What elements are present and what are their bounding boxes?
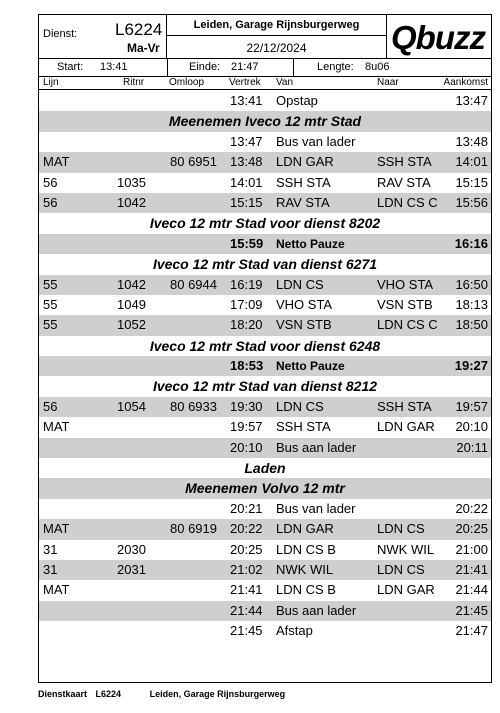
divider xyxy=(167,35,386,36)
pause-row xyxy=(39,356,491,376)
col-aankomst: Aankomst xyxy=(443,77,488,88)
col-ritnr: Ritnr xyxy=(123,77,145,88)
vertrek-cell: 15:15 xyxy=(230,194,263,210)
duty-card xyxy=(38,14,492,683)
van-cell: Bus van lader xyxy=(276,133,356,149)
aankomst-cell: 19:57 xyxy=(455,398,488,414)
lijn-cell: MAT xyxy=(43,582,70,598)
start-label: Start: xyxy=(57,61,84,73)
aankomst-cell: 18:13 xyxy=(455,296,488,312)
einde-label: Einde: xyxy=(189,61,221,73)
vertrek-cell: 20:25 xyxy=(230,541,263,557)
vertrek-cell: 16:19 xyxy=(230,276,263,292)
divider xyxy=(293,59,294,76)
aankomst-cell: 21:44 xyxy=(455,582,488,598)
naar-cell: LDN GAR xyxy=(377,419,435,435)
aankomst-cell: 21:00 xyxy=(455,541,488,557)
van-cell: LDN GAR xyxy=(276,521,334,537)
section-title: Laden xyxy=(244,460,286,477)
ritnr-cell: 1054 xyxy=(117,398,146,414)
section-title: Meenemen Volvo 12 mtr xyxy=(185,480,345,497)
van-cell: SSH STA xyxy=(276,419,331,435)
duty-date: 22/12/2024 xyxy=(246,41,307,55)
lengte-label: Lengte: xyxy=(317,61,354,73)
naar-cell: RAV STA xyxy=(377,174,431,190)
van-cell: LDN GAR xyxy=(276,154,334,170)
trip-row xyxy=(39,152,491,172)
col-van: Van xyxy=(276,77,294,88)
naar-cell: LDN CS C xyxy=(377,317,438,333)
vertrek-cell: 18:20 xyxy=(230,317,263,333)
van-cell: LDN CS xyxy=(276,398,324,414)
vertrek-cell: 17:09 xyxy=(230,296,263,312)
vertrek-cell: 18:53 xyxy=(230,358,264,374)
qbuzz-logo: Qbuzz xyxy=(391,19,485,56)
van-cell: NWK WIL xyxy=(276,561,334,577)
vertrek-cell: 19:57 xyxy=(230,419,263,435)
trip-row xyxy=(39,519,491,539)
omloop-cell: 80 6951 xyxy=(170,154,217,170)
vertrek-cell: 14:01 xyxy=(230,174,263,190)
ritnr-cell: 1042 xyxy=(117,276,146,292)
col-lijn: Lijn xyxy=(43,77,59,88)
trip-row xyxy=(39,91,491,111)
vertrek-cell: 13:47 xyxy=(230,133,263,149)
location-date-cell xyxy=(167,15,387,58)
garage-location: Leiden, Garage Rijnsburgerweg xyxy=(193,19,360,31)
trip-row xyxy=(39,295,491,315)
trip-row xyxy=(39,173,491,193)
vertrek-cell: 15:59 xyxy=(230,235,264,251)
pause-row xyxy=(39,234,491,254)
naar-cell: LDN CS xyxy=(377,561,425,577)
aankomst-cell: 20:10 xyxy=(455,419,488,435)
schedule-rows xyxy=(39,91,491,642)
van-cell: VSN STB xyxy=(276,317,332,333)
dienst-label: Dienst: xyxy=(43,28,78,40)
trip-row xyxy=(39,193,491,213)
van-cell: LDN CS xyxy=(276,276,324,292)
dienst-number: L6224 xyxy=(115,20,163,39)
vertrek-cell: 20:10 xyxy=(230,439,263,455)
col-vertrek: Vertrek xyxy=(229,77,261,88)
vertrek-cell: 13:41 xyxy=(230,93,263,108)
lijn-cell: 31 xyxy=(43,561,58,577)
aankomst-cell: 13:47 xyxy=(455,93,488,108)
lijn-cell: MAT xyxy=(43,154,70,170)
lijn-cell: 56 xyxy=(43,174,58,190)
start-time: 13:41 xyxy=(100,61,128,73)
lijn-cell: 56 xyxy=(43,194,58,210)
aankomst-cell: 16:16 xyxy=(454,235,488,251)
logo-cell xyxy=(387,15,493,58)
trip-row xyxy=(39,499,491,519)
aankomst-cell: 18:50 xyxy=(455,317,488,333)
lengte-value: 8u06 xyxy=(365,61,390,73)
aankomst-cell: 15:56 xyxy=(455,194,488,210)
ritnr-cell: 1035 xyxy=(117,174,146,190)
lijn-cell: 31 xyxy=(43,541,58,557)
trip-row xyxy=(39,417,491,437)
section-title: Iveco 12 mtr Stad voor dienst 8202 xyxy=(149,215,381,232)
card-footer xyxy=(38,689,291,699)
pause-label: Netto Pauze xyxy=(276,236,345,251)
section-title: Iveco 12 mtr Stad van dienst 8212 xyxy=(152,378,378,395)
section-title-row xyxy=(39,336,491,356)
lijn-cell: 55 xyxy=(43,296,58,312)
van-cell: Bus van lader xyxy=(276,500,356,516)
omloop-cell: 80 6919 xyxy=(170,521,217,537)
omloop-cell: 80 6944 xyxy=(170,276,217,292)
duty-times-bar xyxy=(39,59,491,77)
naar-cell: VSN STB xyxy=(377,296,433,312)
trip-row xyxy=(39,621,491,641)
section-title-row xyxy=(39,376,491,396)
trip-row xyxy=(39,560,491,580)
aankomst-cell: 20:22 xyxy=(455,500,488,516)
lijn-cell: 56 xyxy=(43,398,58,414)
omloop-cell: 80 6933 xyxy=(170,398,217,414)
aankomst-cell: 21:45 xyxy=(455,602,488,618)
naar-cell: SSH STA xyxy=(377,154,432,170)
van-cell: LDN CS B xyxy=(276,582,336,598)
trip-row xyxy=(39,580,491,600)
van-cell: Opstap xyxy=(276,93,318,108)
duty-id-cell xyxy=(39,15,167,58)
footer-location: Leiden, Garage Rijnsburgerweg xyxy=(149,689,286,699)
einde-time: 21:47 xyxy=(231,61,259,73)
van-cell: VHO STA xyxy=(276,296,333,312)
vertrek-cell: 13:48 xyxy=(230,154,263,170)
section-title-row xyxy=(39,254,491,274)
lijn-cell: 55 xyxy=(43,317,58,333)
section-title-row xyxy=(39,213,491,233)
aankomst-cell: 16:50 xyxy=(455,276,488,292)
aankomst-cell: 13:48 xyxy=(455,133,488,149)
vertrek-cell: 21:41 xyxy=(230,582,263,598)
vertrek-cell: 20:22 xyxy=(230,521,263,537)
ritnr-cell: 1049 xyxy=(117,296,146,312)
aankomst-cell: 20:11 xyxy=(456,439,488,455)
section-title-row xyxy=(39,478,491,498)
vertrek-cell: 21:45 xyxy=(230,623,263,639)
van-cell: Afstap xyxy=(276,623,313,639)
van-cell: SSH STA xyxy=(276,174,331,190)
footer-dienst-number: L6224 xyxy=(95,689,122,699)
ritnr-cell: 2031 xyxy=(117,561,146,577)
vertrek-cell: 20:21 xyxy=(230,500,263,516)
section-title-row xyxy=(39,111,491,131)
naar-cell: LDN GAR xyxy=(377,582,435,598)
column-header-row xyxy=(39,77,491,90)
lijn-cell: 55 xyxy=(43,276,58,292)
col-naar: Naar xyxy=(377,77,399,88)
pause-label: Netto Pauze xyxy=(276,359,345,374)
van-cell: RAV STA xyxy=(276,194,330,210)
naar-cell: SSH STA xyxy=(377,398,432,414)
section-title: Meenemen Iveco 12 mtr Stad xyxy=(168,113,362,130)
trip-row xyxy=(39,275,491,295)
naar-cell: VHO STA xyxy=(377,276,434,292)
naar-cell: NWK WIL xyxy=(377,541,435,557)
section-title-row xyxy=(39,458,491,478)
section-title: Iveco 12 mtr Stad voor dienst 6248 xyxy=(149,337,381,354)
van-cell: Bus aan lader xyxy=(276,439,357,455)
ritnr-cell: 1042 xyxy=(117,194,146,210)
vertrek-cell: 19:30 xyxy=(230,398,263,414)
vertrek-cell: 21:02 xyxy=(230,561,263,577)
trip-row xyxy=(39,132,491,152)
aankomst-cell: 14:01 xyxy=(455,154,488,170)
aankomst-cell: 19:27 xyxy=(454,358,488,374)
vertrek-cell: 21:44 xyxy=(230,602,263,618)
naar-cell: LDN CS xyxy=(377,521,425,537)
aankomst-cell: 21:47 xyxy=(455,623,488,639)
trip-row xyxy=(39,540,491,560)
aankomst-cell: 15:15 xyxy=(455,174,488,190)
aankomst-cell: 21:41 xyxy=(455,561,488,577)
van-cell: LDN CS B xyxy=(276,541,336,557)
col-omloop: Omloop xyxy=(169,77,205,88)
trip-row xyxy=(39,397,491,417)
section-title: Iveco 12 mtr Stad van dienst 6271 xyxy=(152,256,378,273)
days-of-week: Ma-Vr xyxy=(127,41,160,55)
aankomst-cell: 20:25 xyxy=(455,521,488,537)
trip-row xyxy=(39,601,491,621)
van-cell: Bus aan lader xyxy=(276,602,357,618)
footer-label: Dienstkaart xyxy=(38,689,88,699)
trip-row xyxy=(39,315,491,335)
divider xyxy=(167,59,168,76)
lijn-cell: MAT xyxy=(43,419,70,435)
lijn-cell: MAT xyxy=(43,521,70,537)
ritnr-cell: 2030 xyxy=(117,541,146,557)
ritnr-cell: 1052 xyxy=(117,317,146,333)
card-header xyxy=(39,15,491,59)
trip-row xyxy=(39,438,491,458)
naar-cell: LDN CS C xyxy=(377,194,438,210)
